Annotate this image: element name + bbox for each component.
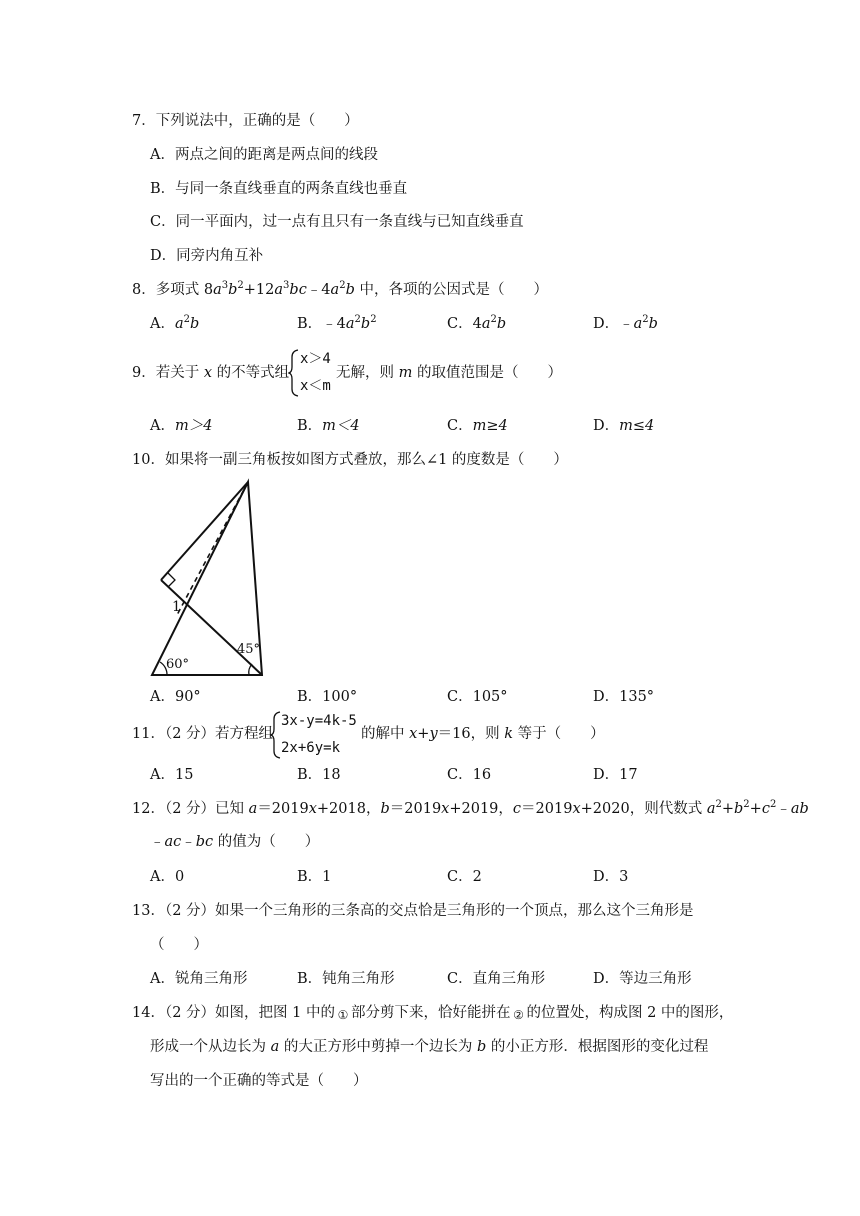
q12-option-b: B．1 bbox=[297, 869, 332, 885]
q12-option-c: C．2 bbox=[447, 869, 482, 885]
q11-system-row-1: 3x-y=4k-5 bbox=[281, 713, 357, 729]
q7-option-b: B．与同一条直线垂直的两条直线也垂直 bbox=[150, 181, 408, 197]
q14-stem-line-2: 形成一个从边长为 a 的大正方形中剪掉一个边长为 b 的小正方形．根据图形的变化过程 bbox=[150, 1039, 709, 1055]
q10-option-b: B．100° bbox=[297, 689, 358, 705]
q13-stem-line-2: （ ） bbox=[150, 937, 208, 953]
q11-option-c: C．16 bbox=[447, 767, 492, 783]
q13-option-c: C．直角三角形 bbox=[447, 971, 546, 987]
q11-option-d: D．17 bbox=[593, 767, 638, 783]
q8-option-b: B．$﹣4a^2b^2$ bbox=[297, 314, 377, 332]
q7-stem: 7．下列说法中，正确的是（ ） bbox=[132, 113, 359, 129]
angle-60-label: 60° bbox=[166, 657, 190, 672]
angle-45-label: 45° bbox=[237, 642, 261, 657]
q13-option-b: B．钝角三角形 bbox=[297, 971, 395, 987]
q9-option-c: C．m≥4 bbox=[447, 418, 508, 434]
circled-2: ② bbox=[513, 1008, 524, 1022]
q10-option-c: C．105° bbox=[447, 689, 508, 705]
q9-option-a: A．m＞4 bbox=[150, 418, 213, 434]
q9-stem-right: 无解，则 m 的取值范围是（ ） bbox=[336, 365, 562, 381]
q9-system-row-1: x＞4 bbox=[300, 351, 331, 367]
q12-option-d: D．3 bbox=[593, 869, 629, 885]
q12-stem-line-1: 12．（2 分）已知 a＝2019x+2018，b＝2019x+2019，c＝2019x+2020，则代数式 $a^2+b^2+c^2﹣ab$ bbox=[132, 799, 809, 817]
q8-option-a: A．$a^2b$ bbox=[150, 314, 200, 332]
q13-option-d: D．等边三角形 bbox=[593, 971, 692, 987]
q9-stem-left: 9．若关于 x 的不等式组 bbox=[132, 365, 290, 381]
angle-1-label: 1 bbox=[172, 599, 181, 615]
q12-stem-line-2: ﹣ac﹣bc 的值为（ ） bbox=[150, 834, 320, 850]
circled-1: ① bbox=[337, 1008, 349, 1022]
q7-option-c: C．同一平面内，过一点有且只有一条直线与已知直线垂直 bbox=[150, 214, 524, 230]
q10-stem: 10．如果将一副三角板按如图方式叠放，那么∠1 的度数是（ ） bbox=[132, 452, 568, 468]
q7-option-d: D．同旁内角互补 bbox=[150, 248, 264, 264]
q11-option-b: B．18 bbox=[297, 767, 341, 783]
q10-option-a: A．90° bbox=[150, 689, 201, 705]
q8-option-c: C．$4a^2b$ bbox=[447, 314, 507, 332]
q9-system-row-2: x＜m bbox=[300, 378, 331, 394]
q14-stem-line-3: 写出的一个正确的等式是（ ） bbox=[150, 1073, 368, 1089]
q9-brace bbox=[288, 349, 300, 397]
q14-stem-line-1: 14．（2 分）如图，把图 1 中的 ① 部分剪下来，恰好能拼在 ② 的位置处，构成图 2 中的图形， bbox=[132, 1005, 734, 1022]
q13-option-a: A．锐角三角形 bbox=[150, 971, 248, 987]
q9-option-d: D．m≤4 bbox=[593, 418, 655, 434]
q11-system-row-2: 2x+6y=k bbox=[281, 740, 341, 756]
q8-option-d: D．$﹣a^2b$ bbox=[593, 314, 658, 332]
q7-option-a: A．两点之间的距离是两点间的线段 bbox=[150, 147, 378, 163]
q9-option-b: B．m＜4 bbox=[297, 418, 360, 434]
q12-option-a: A．0 bbox=[150, 869, 185, 885]
q11-option-a: A．15 bbox=[150, 767, 194, 783]
q13-stem-line-1: 13．（2 分）如果一个三角形的三条高的交点恰是三角形的一个顶点，那么这个三角形是 bbox=[132, 903, 694, 919]
q11-stem-left: 11．（2 分）若方程组 bbox=[132, 726, 274, 742]
q11-stem-right: 的解中 x+y＝16，则 k 等于（ ） bbox=[361, 726, 605, 742]
q8-stem: 8．多项式 $8a^3b^2+12a^3bc﹣4a^2b$ 中，各项的公因式是（ ） bbox=[132, 280, 548, 298]
q10-option-d: D．135° bbox=[593, 689, 655, 705]
